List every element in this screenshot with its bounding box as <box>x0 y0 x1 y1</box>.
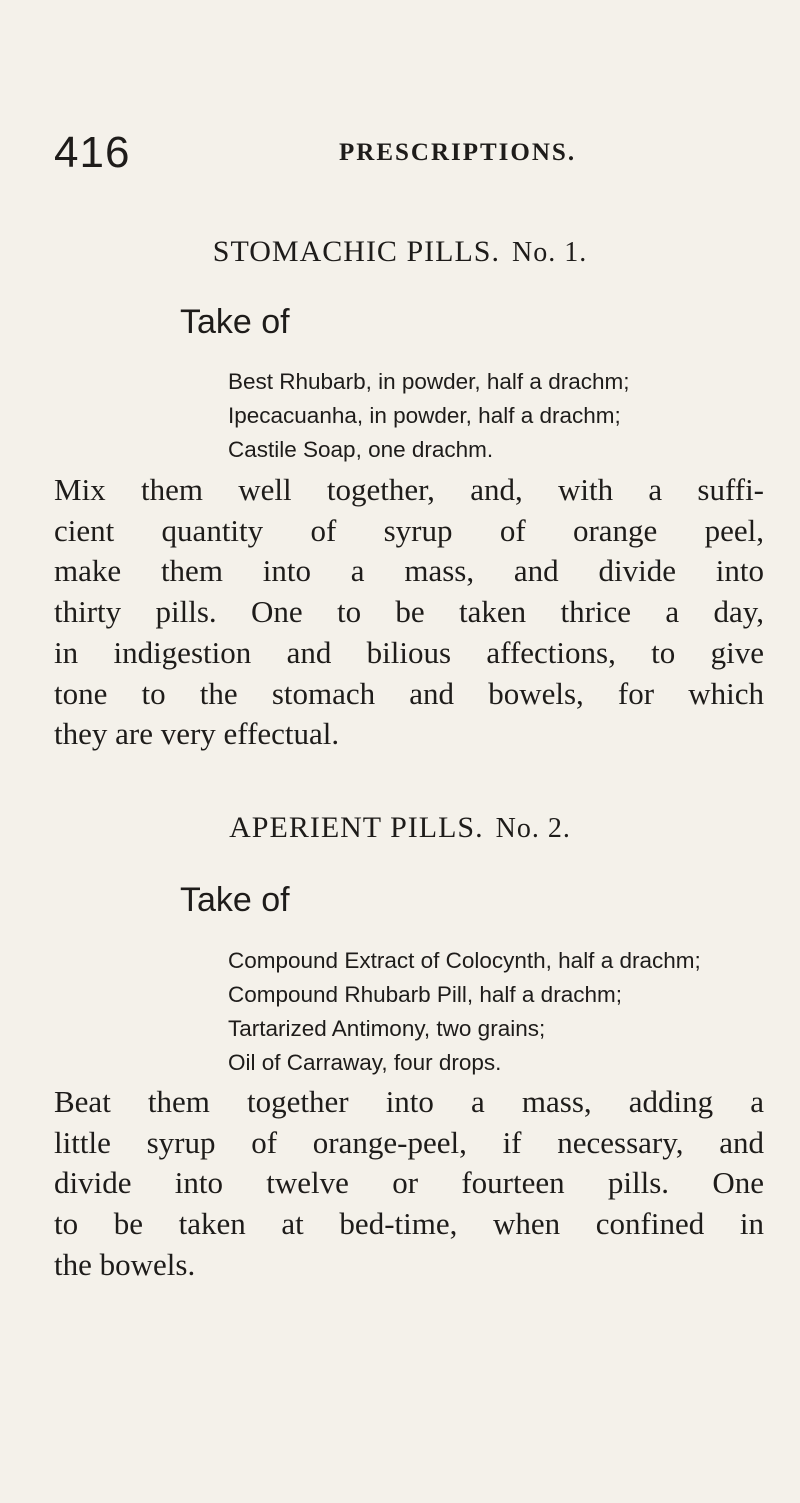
page-number: 416 <box>54 128 131 177</box>
page-header <box>54 128 754 178</box>
recipe-title-text: STOMACHIC PILLS. <box>212 235 500 268</box>
running-head: PRESCRIPTIONS. <box>339 139 577 166</box>
directions-line: Beat them together into a mass, adding a <box>54 1084 764 1119</box>
directions-line: tone to the stomach and bowels, for which <box>54 675 764 711</box>
directions-line: in indigestion and bilious affections, to give <box>54 634 764 670</box>
ingredient-item: Best Rhubarb, in powder, half a drachm; <box>228 369 630 394</box>
ingredient-item: Compound Rhubarb Pill, half a drachm; <box>228 982 622 1007</box>
ingredient-item: Ipecacuanha, in powder, half a drachm; <box>228 403 621 428</box>
directions-line: they are very effectual. <box>54 716 340 752</box>
take-of-label: Take of <box>180 303 290 341</box>
ingredient-list <box>228 365 629 467</box>
recipe-title-text: APERIENT PILLS. <box>229 811 484 844</box>
directions-line: Mix them well together, and, with a suffi- <box>54 472 764 507</box>
take-of-label: Take of <box>180 881 290 919</box>
ingredient-item: Castile Soap, one drachm. <box>228 437 494 462</box>
directions-line: the bowels. <box>54 1246 196 1282</box>
directions-line: make them into a mass, and divide into <box>54 553 764 589</box>
ingredient-item: Oil of Carraway, four drops. <box>228 1050 502 1075</box>
directions-line: divide into twelve or fourteen pills. One <box>54 1165 764 1201</box>
recipe-title <box>0 232 800 273</box>
recipe-title <box>0 808 800 849</box>
recipe-number: No. 2. <box>495 813 571 844</box>
directions-paragraph <box>54 1082 764 1286</box>
directions-line: little syrup of orange-peel, if necessary, and <box>54 1124 764 1160</box>
ingredient-item: Tartarized Antimony, two grains; <box>228 1016 546 1041</box>
ingredient-list <box>228 944 701 1080</box>
directions-paragraph <box>54 470 764 755</box>
ingredient-item: Compound Extract of Colocynth, half a drachm; <box>228 948 701 973</box>
directions-line: cient quantity of syrup of orange peel, <box>54 512 764 548</box>
directions-line: thirty pills. One to be taken thrice a day, <box>54 594 764 630</box>
recipe-number: No. 1. <box>511 237 588 268</box>
directions-line: to be taken at bed-time, when confined in <box>54 1206 764 1242</box>
